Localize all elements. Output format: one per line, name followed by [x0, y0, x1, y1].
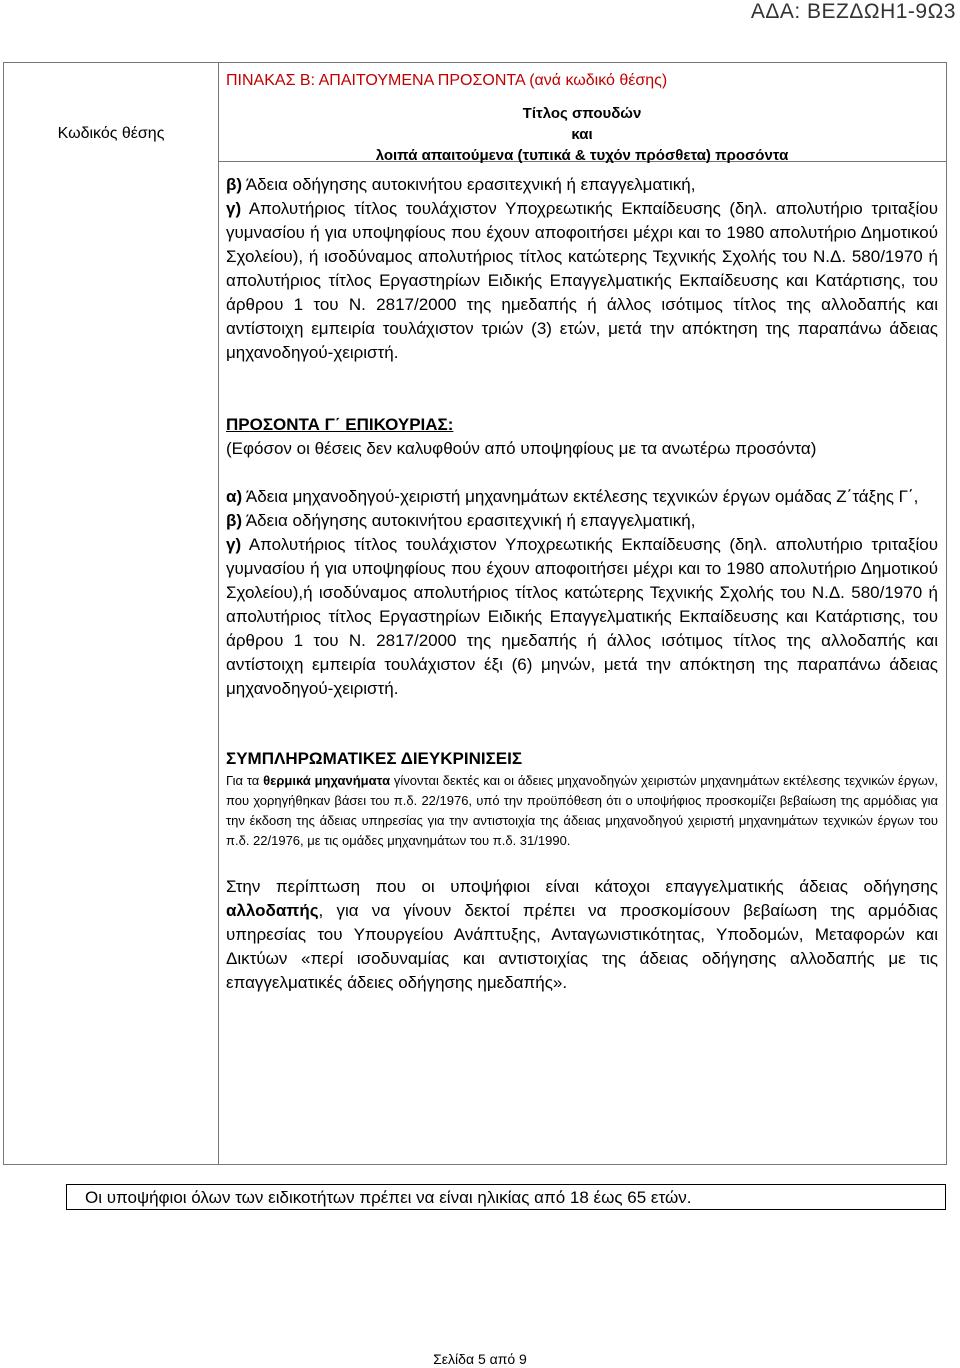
- text-a: Άδεια μηχανοδηγού-χειριστή μηχανημάτων εκτέλεσης τεχνικών έργων ομάδας Ζ΄τάξης Γ΄,: [242, 487, 919, 506]
- page-number: Σελίδα 5 από 9: [433, 1351, 527, 1367]
- foreign-bold: αλλοδαπής: [226, 901, 319, 920]
- foreign-text-2: , για να γίνουν δεκτοί πρέπει να προσκομίσουν βεβαίωση της αρμόδιας υπηρεσίας του Υπουργείου Ανάπτυξης, Ανταγωνιστικότητας, Υποδομών, Μεταφορών και Δικτύων «περί ισοδυναμίας και αντιστοιχίας της άδειας οδήγησης αλλοδαπής με τις επαγγελματικές άδειες οδήγησης ημεδαπής».: [226, 901, 938, 992]
- requirements-table: [3, 62, 947, 1165]
- text-b: Άδεια οδήγησης αυτοκινήτου ερασιτεχνική ή επαγγελματική,: [242, 511, 696, 530]
- block1-item-c: [226, 197, 938, 365]
- note-bold: θερμικά μηχανήματα: [263, 773, 391, 788]
- text-c: Απολυτήριος τίτλος τουλάχιστον Υποχρεωτικής Εκπαίδευσης (δηλ. απολυτήριο τριταξίου γυμνασίου ή για υποψηφίους που έχουν αποφοιτήσει μέχρι και το 1980 απολυτήριο Δημοτικού Σχολείου), ή ισοδύναμος απολυτήριος τίτλος κατώτερης Τεχνικής Σχολής του Ν.Δ. 580/1970 ή απολυτήριος τίτλος Εργαστηρίων Ειδικής Επαγγελματικής Εκπαίδευσης και Κατάρτισης, του άρθρου 1 του Ν. 2817/2000 της ημεδαπής ή άλλος ισότιμος τίτλος της αλλοδαπής και αντίστοιχη εμπειρία τουλάχιστον τριών (3) ετών, μετά την απόκτηση της παραπάνω άδειας μηχανοδηγού-χειριστή.: [226, 199, 938, 362]
- label-a: α): [226, 487, 243, 506]
- block2-item-c: [226, 533, 938, 701]
- auxiliary-heading: ΠΡΟΣΟΝΤΑ Γ΄ ΕΠΙΚΟΥΡΙΑΣ:: [226, 415, 454, 434]
- position-code-header: Κωδικός θέσης: [57, 125, 165, 142]
- studies-header: [218, 103, 946, 166]
- supplementary-heading: ΣΥΜΠΛΗΡΩΜΑΤΙΚΕΣ ΔΙΕΥΚΡΙΝΙΣΕΙΣ: [226, 749, 523, 768]
- age-requirement-box: Οι υποψήφιοι όλων των ειδικοτήτων πρέπει να είναι ηλικίας από 18 έως 65 ετών.: [66, 1184, 946, 1210]
- auxiliary-intro: (Εφόσον οι θέσεις δεν καλυφθούν από υποψηφίους με τα ανωτέρω προσόντα): [226, 439, 817, 458]
- label-b: β): [226, 175, 243, 194]
- note-text-2: γίνονται δεκτές και οι άδειες μηχανοδηγών χειριστών μηχανημάτων εκτέλεσης τεχνικών έργων, που χορηγήθηκαν βάσει του π.δ. 22/1976, υπό την προϋπόθεση ότι ο υποψήφιος προσκομίζει βεβαίωση της αρμόδιας για την έκδοση της άδειας υπηρεσίας για την αντιστοιχία της άδειας μηχανοδηγού χειριστή μηχανημάτων τεχνικών έργων του π.δ. 22/1976, με τις ομάδες μηχανημάτων του π.δ. 31/1990.: [226, 773, 938, 848]
- thermal-machines-note: [226, 771, 938, 851]
- block2-item-b: [226, 509, 938, 533]
- text-b: Άδεια οδήγησης αυτοκινήτου ερασιτεχνική ή επαγγελματική,: [242, 175, 696, 194]
- label-b: β): [226, 511, 243, 530]
- foreign-license-note: [226, 875, 938, 995]
- table-title: ΠΙΝΑΚΑΣ Β: ΑΠΑΙΤΟΥΜΕΝΑ ΠΡΟΣΟΝΤΑ (ανά κωδικό θέσης): [226, 72, 668, 89]
- studies-header-line-1: Τίτλος σπουδών: [522, 105, 642, 122]
- note-text-1: Για τα: [226, 773, 264, 788]
- label-c: γ): [226, 199, 242, 218]
- studies-header-line-2: και: [571, 126, 593, 143]
- block2-item-a: [226, 485, 938, 509]
- column-divider: [218, 63, 219, 1164]
- foreign-text-1: Στην περίπτωση που οι υποψήφιοι είναι κάτοχοι επαγγελματικής άδειας οδήγησης: [226, 877, 938, 896]
- block1-item-b: [226, 173, 938, 197]
- requirements-body: [226, 173, 938, 995]
- label-c: γ): [226, 535, 242, 554]
- ada-code: ΑΔΑ: ΒΕΖΔΩΗ1-9Ω3: [750, 0, 956, 23]
- studies-header-line-3: λοιπά απαιτούμενα (τυπικά & τυχόν πρόσθετα) προσόντα: [375, 147, 789, 164]
- text-c: Απολυτήριος τίτλος τουλάχιστον Υποχρεωτικής Εκπαίδευσης (δηλ. απολυτήριο τριταξίου γυμνασίου ή για υποψηφίους που έχουν αποφοιτήσει μέχρι και το 1980 απολυτήριο Δημοτικού Σχολείου),ή ισοδύναμος απολυτήριος τίτλος κατώτερης Τεχνικής Σχολής του Ν.Δ. 580/1970 ή απολυτήριος τίτλος Εργαστηρίων Ειδικής Επαγγελματικής Εκπαίδευσης και Κατάρτισης, του άρθρου 1 του Ν. 2817/2000 της ημεδαπής ή άλλος ισότιμος τίτλος της αλλοδαπής και αντίστοιχη εμπειρία τουλάχιστον έξι (6) μηνών, μετά την απόκτηση της παραπάνω άδειας μηχανοδηγού-χειριστή.: [226, 535, 938, 698]
